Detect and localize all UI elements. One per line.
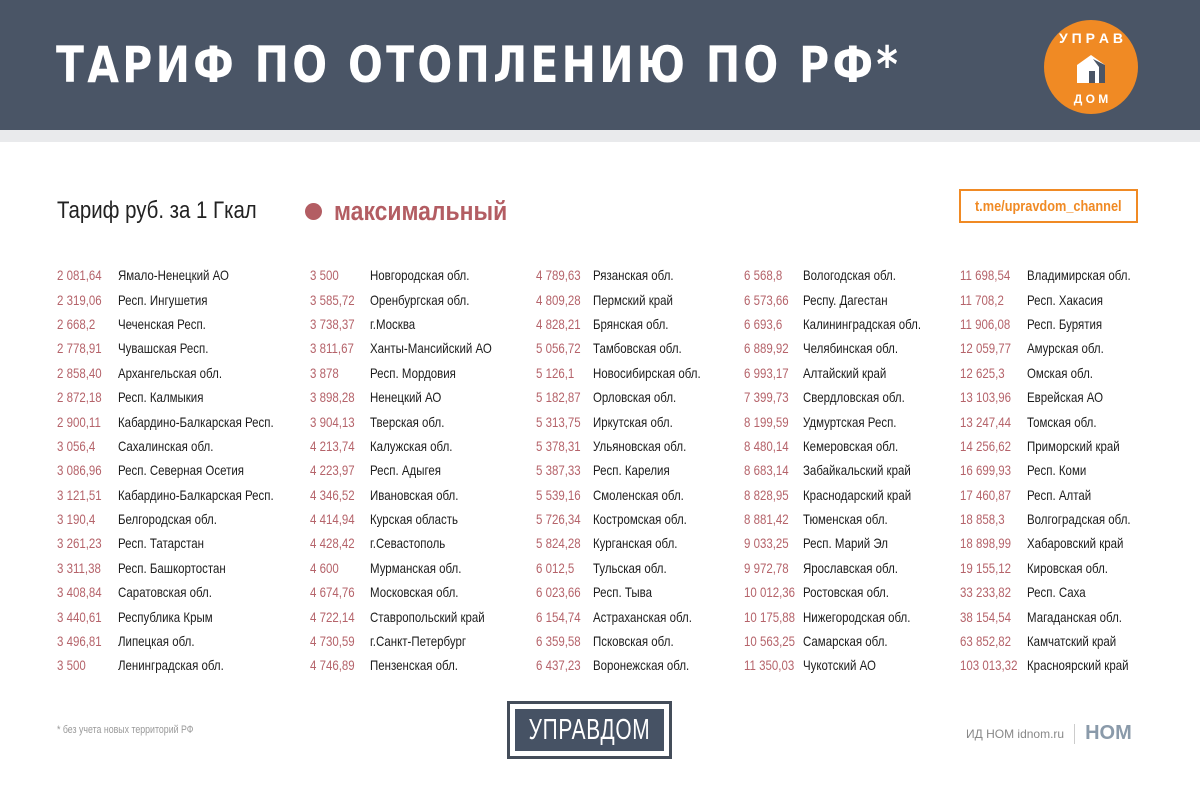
- tariff-row: [744, 483, 912, 507]
- tariff-row: [57, 507, 217, 531]
- region-name: Респ. Северная Осетия: [118, 462, 244, 479]
- tariff-value: 2 872,18: [57, 389, 102, 406]
- tariff-row: [960, 263, 1131, 287]
- tariff-row: [536, 336, 682, 360]
- tariff-value: 11 708,2: [960, 291, 1004, 308]
- tariff-row: [960, 409, 1097, 433]
- tariff-value: 3 878: [310, 364, 339, 381]
- region-name: Респ. Татарстан: [118, 535, 204, 552]
- tariff-value: 4 600: [310, 559, 339, 576]
- region-name: Ставропольский край: [370, 608, 485, 625]
- tariff-row: [744, 604, 911, 628]
- tariff-row: [536, 507, 687, 531]
- region-name: Курганская обл.: [593, 535, 678, 552]
- tariff-value: 4 789,63: [536, 267, 581, 284]
- tariff-row: [310, 385, 442, 409]
- tariff-value: 4 414,94: [310, 511, 355, 528]
- region-name: Иркутская обл.: [593, 413, 673, 430]
- tariff-row: [57, 604, 213, 628]
- region-name: Чеченская Респ.: [118, 315, 206, 332]
- region-name: Приморский край: [1027, 437, 1120, 454]
- region-name: Самарская обл.: [803, 633, 888, 650]
- region-name: Респ. Ингушетия: [118, 291, 208, 308]
- tariff-value: 11 350,03: [744, 657, 795, 674]
- region-name: Респ. Калмыкия: [118, 389, 204, 406]
- tariff-row: [744, 458, 911, 482]
- tariff-row: [744, 361, 887, 385]
- tariff-value: 6 154,74: [536, 608, 581, 625]
- tariff-value: 4 828,21: [536, 315, 581, 332]
- tariff-value: 3 738,37: [310, 315, 355, 332]
- region-name: Пензенская обл.: [370, 657, 458, 674]
- region-name: Ненецкий АО: [370, 389, 442, 406]
- region-name: Амурская обл.: [1027, 340, 1104, 357]
- region-name: Омская обл.: [1027, 364, 1093, 381]
- region-name: Костромская обл.: [593, 511, 687, 528]
- region-name: Астраханская обл.: [593, 608, 692, 625]
- tariff-value: 11 906,08: [960, 315, 1011, 332]
- tariff-row: [57, 556, 226, 580]
- region-name: Краснодарский край: [803, 486, 912, 503]
- tariff-value: 13 247,44: [960, 413, 1012, 430]
- region-name: Респ. Бурятия: [1027, 315, 1103, 332]
- brand-text: УПРАВДОМ: [528, 713, 651, 746]
- tariff-value: 11 698,54: [960, 267, 1011, 284]
- tariff-row: [310, 458, 442, 482]
- tariff-row: [310, 556, 462, 580]
- tariff-row: [960, 507, 1131, 531]
- tariff-row: [960, 312, 1103, 336]
- region-name: Курская область: [370, 511, 458, 528]
- tariff-value: 5 378,31: [536, 437, 581, 454]
- tariff-value: 5 726,34: [536, 511, 581, 528]
- tariff-row: [536, 385, 677, 409]
- region-name: Смоленская обл.: [593, 486, 684, 503]
- publisher-divider: [1074, 724, 1075, 744]
- region-name: Владимирская обл.: [1027, 267, 1131, 284]
- tariff-row: [57, 336, 209, 360]
- region-name: Новосибирская обл.: [593, 364, 701, 381]
- region-name: Липецкая обл.: [118, 633, 195, 650]
- tariff-value: 5 313,75: [536, 413, 581, 430]
- region-name: Респ. Алтай: [1027, 486, 1092, 503]
- tariff-row: [310, 507, 458, 531]
- tariff-row: [960, 287, 1103, 311]
- tariff-row: [57, 287, 208, 311]
- tariff-row: [536, 287, 673, 311]
- tariff-value: 3 496,81: [57, 633, 102, 650]
- region-name: Респ. Хакасия: [1027, 291, 1103, 308]
- region-name: г.Москва: [370, 315, 416, 332]
- tariff-value: 63 852,82: [960, 633, 1012, 650]
- tariff-row: [57, 580, 212, 604]
- region-name: Волгоградская обл.: [1027, 511, 1131, 528]
- tariff-value: 3 190,4: [57, 511, 96, 528]
- region-name: Белгородская обл.: [118, 511, 217, 528]
- tariff-value: 3 261,23: [57, 535, 102, 552]
- tariff-value: 6 573,66: [744, 291, 789, 308]
- tariff-row: [57, 263, 229, 287]
- region-name: Московская обл.: [370, 584, 459, 601]
- tariff-value: 103 013,32: [960, 657, 1018, 674]
- tariff-row: [57, 483, 274, 507]
- tariff-value: 12 059,77: [960, 340, 1012, 357]
- tariff-row: [310, 483, 459, 507]
- tariff-value: 38 154,54: [960, 608, 1012, 625]
- tariff-value: 10 563,25: [744, 633, 796, 650]
- tariff-row: [960, 361, 1093, 385]
- region-name: Забайкальский край: [803, 462, 911, 479]
- region-name: Камчатский край: [1027, 633, 1117, 650]
- region-name: Респу. Дагестан: [803, 291, 888, 308]
- region-name: Новгородская обл.: [370, 267, 470, 284]
- tariff-value: 6 437,23: [536, 657, 581, 674]
- region-name: Магаданская обл.: [1027, 608, 1122, 625]
- region-name: Саратовская обл.: [118, 584, 212, 601]
- tariff-value: 3 898,28: [310, 389, 355, 406]
- tariff-value: 18 898,99: [960, 535, 1012, 552]
- tariff-value: 2 319,06: [57, 291, 102, 308]
- tariff-row: [57, 653, 224, 677]
- tariff-value: 3 904,13: [310, 413, 355, 430]
- legend-label: максимальный: [334, 196, 508, 226]
- tariff-value: 3 086,96: [57, 462, 102, 479]
- tariff-row: [57, 312, 206, 336]
- tariff-column: [744, 263, 922, 678]
- region-name: Сахалинская обл.: [118, 437, 214, 454]
- region-name: Псковская обл.: [593, 633, 674, 650]
- tariff-value: 3 500: [310, 267, 339, 284]
- tariff-value: 14 256,62: [960, 437, 1012, 454]
- tariff-row: [744, 287, 888, 311]
- tariff-row: [536, 434, 687, 458]
- tariff-row: [960, 580, 1086, 604]
- region-name: Вологодская обл.: [803, 267, 896, 284]
- tariff-row: [960, 629, 1117, 653]
- tariff-row: [57, 531, 204, 555]
- tariff-row: [960, 483, 1092, 507]
- region-name: Кабардино-Балкарская Респ.: [118, 413, 274, 430]
- tariff-value: 3 500: [57, 657, 86, 674]
- tariff-value: 3 056,4: [57, 437, 96, 454]
- tariff-value: 4 746,89: [310, 657, 355, 674]
- region-name: Ульяновская обл.: [593, 437, 687, 454]
- tariff-value: 10 175,88: [744, 608, 796, 625]
- tariff-column: [960, 263, 1131, 678]
- region-name: г.Санкт-Петербург: [370, 633, 467, 650]
- region-name: Красноярский край: [1027, 657, 1129, 674]
- publisher-text: ИД НОМ idnom.ru: [966, 726, 1065, 741]
- region-name: Воронежская обл.: [593, 657, 690, 674]
- tariff-row: [536, 653, 690, 677]
- region-name: Республика Крым: [118, 608, 213, 625]
- tariff-value: 9 033,25: [744, 535, 789, 552]
- upravdom-logo: [1043, 19, 1139, 115]
- tariff-column: [310, 263, 492, 678]
- region-name: Ростовская обл.: [803, 584, 889, 601]
- tariff-row: [310, 531, 446, 555]
- tariff-value: 5 387,33: [536, 462, 581, 479]
- region-name: Респ. Тыва: [593, 584, 652, 601]
- tariff-row: [57, 361, 223, 385]
- tariff-value: 3 440,61: [57, 608, 102, 625]
- nom-logo: НОМ: [1085, 722, 1132, 744]
- tariff-row: [310, 409, 445, 433]
- tariff-row: [960, 385, 1104, 409]
- tariff-row: [310, 653, 458, 677]
- tariff-row: [744, 531, 888, 555]
- region-name: Респ. Адыгея: [370, 462, 442, 479]
- publisher: [966, 722, 1132, 745]
- region-name: Респ. Мордовия: [370, 364, 456, 381]
- region-name: Хабаровский край: [1027, 535, 1124, 552]
- tariff-value: 6 012,5: [536, 559, 575, 576]
- region-name: Респ. Башкортостан: [118, 559, 226, 576]
- region-name: Калужская обл.: [370, 437, 453, 454]
- tariff-value: 5 824,28: [536, 535, 581, 552]
- tariff-value: 4 346,52: [310, 486, 355, 503]
- tariff-value: 33 233,82: [960, 584, 1012, 601]
- tariff-value: 8 828,95: [744, 486, 789, 503]
- tariff-row: [744, 580, 889, 604]
- tariff-row: [536, 263, 674, 287]
- region-name: Свердловская обл.: [803, 389, 905, 406]
- tariff-row: [536, 531, 678, 555]
- region-name: Оренбургская обл.: [370, 291, 470, 308]
- tariff-value: 6 889,92: [744, 340, 789, 357]
- tariff-value: 7 399,73: [744, 389, 789, 406]
- tariff-value: 4 722,14: [310, 608, 355, 625]
- region-name: Алтайский край: [803, 364, 887, 381]
- region-name: Еврейская АО: [1027, 389, 1104, 406]
- tariff-row: [744, 385, 905, 409]
- tariff-row: [536, 361, 701, 385]
- tariff-value: 2 900,11: [57, 413, 101, 430]
- footnote: * без учета новых территорий РФ: [57, 724, 194, 736]
- tariff-value: 6 568,8: [744, 267, 783, 284]
- region-name: Нижегородская обл.: [803, 608, 911, 625]
- region-name: Тюменская обл.: [803, 511, 888, 528]
- region-name: Ханты-Мансийский АО: [370, 340, 492, 357]
- tariff-value: 19 155,12: [960, 559, 1012, 576]
- tariff-value: 6 993,17: [744, 364, 789, 381]
- tariff-value: 3 311,38: [57, 559, 101, 576]
- tariff-row: [536, 629, 674, 653]
- tariff-row: [310, 312, 416, 336]
- tariff-row: [744, 653, 876, 677]
- tariff-value: 2 778,91: [57, 340, 102, 357]
- channel-link-text[interactable]: t.me/upravdom_channel: [975, 197, 1122, 215]
- svg-text:У П Р А В: У П Р А В: [1059, 30, 1123, 46]
- tariff-value: 4 809,28: [536, 291, 581, 308]
- region-name: Челябинская обл.: [803, 340, 899, 357]
- tariff-row: [536, 483, 684, 507]
- tariff-value: 4 223,97: [310, 462, 355, 479]
- tariff-value: 18 858,3: [960, 511, 1005, 528]
- header-divider: [0, 130, 1200, 142]
- tariff-row: [536, 604, 692, 628]
- legend: [305, 196, 538, 227]
- subtitle: Тариф руб. за 1 Гкал: [57, 197, 257, 224]
- tariff-row: [536, 458, 670, 482]
- tariff-value: 6 023,66: [536, 584, 581, 601]
- tariff-value: 17 460,87: [960, 486, 1012, 503]
- region-name: Кировская обл.: [1027, 559, 1108, 576]
- tariff-value: 8 480,14: [744, 437, 789, 454]
- tariff-row: [744, 556, 898, 580]
- region-name: Респ. Коми: [1027, 462, 1087, 479]
- svg-text:Д О М: Д О М: [1073, 92, 1109, 106]
- region-name: Тамбовская обл.: [593, 340, 682, 357]
- tariff-row: [960, 531, 1124, 555]
- region-name: Респ. Марий Эл: [803, 535, 888, 552]
- tariff-value: 3 121,51: [57, 486, 102, 503]
- tariff-value: 10 012,36: [744, 584, 796, 601]
- region-name: Брянская обл.: [593, 315, 669, 332]
- tariff-value: 3 585,72: [310, 291, 355, 308]
- region-name: Калининградская обл.: [803, 315, 922, 332]
- tariff-value: 6 359,58: [536, 633, 581, 650]
- tariff-row: [310, 629, 467, 653]
- region-name: Удмуртская Респ.: [803, 413, 897, 430]
- tariff-value: 2 081,64: [57, 267, 102, 284]
- tariff-row: [744, 507, 888, 531]
- tariff-value: 8 881,42: [744, 511, 789, 528]
- region-name: Орловская обл.: [593, 389, 677, 406]
- region-name: Мурманская обл.: [370, 559, 462, 576]
- region-name: Рязанская обл.: [593, 267, 674, 284]
- region-name: Чувашская Респ.: [118, 340, 209, 357]
- tariff-row: [960, 336, 1104, 360]
- tariff-row: [310, 434, 453, 458]
- tariff-value: 4 730,59: [310, 633, 355, 650]
- region-name: Пермский край: [593, 291, 673, 308]
- channel-link[interactable]: [959, 189, 1138, 223]
- tariff-value: 6 693,6: [744, 315, 783, 332]
- tariff-row: [310, 604, 485, 628]
- region-name: Ямало-Ненецкий АО: [118, 267, 229, 284]
- region-name: Архангельская обл.: [118, 364, 223, 381]
- tariff-row: [536, 312, 669, 336]
- tariff-row: [310, 336, 492, 360]
- page-title: ТАРИФ ПО ОТОПЛЕНИЮ ПО РФ*: [56, 36, 902, 94]
- region-name: Чукотский АО: [803, 657, 876, 674]
- region-name: Тульская обл.: [593, 559, 667, 576]
- legend-dot: [305, 203, 322, 220]
- region-name: г.Севастополь: [370, 535, 446, 552]
- tariff-value: 5 182,87: [536, 389, 581, 406]
- tariff-value: 12 625,3: [960, 364, 1005, 381]
- header-banner: [0, 0, 1200, 130]
- tariff-value: 8 199,59: [744, 413, 789, 430]
- tariff-row: [960, 458, 1087, 482]
- tariff-value: 5 056,72: [536, 340, 581, 357]
- tariff-value: 5 539,16: [536, 486, 581, 503]
- tariff-row: [744, 312, 922, 336]
- tariff-row: [57, 434, 214, 458]
- tariff-value: 3 408,84: [57, 584, 102, 601]
- tariff-row: [536, 580, 652, 604]
- tariff-row: [744, 336, 899, 360]
- tariff-row: [960, 434, 1120, 458]
- tariff-value: 16 699,93: [960, 462, 1012, 479]
- tariff-row: [536, 409, 673, 433]
- region-name: Ивановская обл.: [370, 486, 459, 503]
- region-name: Кабардино-Балкарская Респ.: [118, 486, 274, 503]
- tariff-row: [310, 361, 456, 385]
- tariff-row: [744, 434, 899, 458]
- tariff-row: [744, 409, 897, 433]
- tariff-row: [960, 556, 1108, 580]
- region-name: Томская обл.: [1027, 413, 1097, 430]
- tariff-value: 2 668,2: [57, 315, 96, 332]
- tariff-row: [744, 629, 888, 653]
- region-name: Ярославская обл.: [803, 559, 898, 576]
- tariff-value: 4 428,42: [310, 535, 355, 552]
- region-name: Респ. Саха: [1027, 584, 1086, 601]
- region-name: Ленинградская обл.: [118, 657, 224, 674]
- tariff-row: [57, 409, 274, 433]
- tariff-row: [960, 653, 1129, 677]
- tariff-row: [310, 580, 459, 604]
- tariff-value: 8 683,14: [744, 462, 789, 479]
- tariff-row: [744, 263, 896, 287]
- tariff-row: [536, 556, 667, 580]
- region-name: Кемеровская обл.: [803, 437, 899, 454]
- tariff-value: 2 858,40: [57, 364, 102, 381]
- tariff-value: 4 674,76: [310, 584, 355, 601]
- tariff-value: 9 972,78: [744, 559, 789, 576]
- brand-logo: [507, 701, 672, 759]
- tariff-row: [960, 604, 1122, 628]
- region-name: Тверская обл.: [370, 413, 445, 430]
- tariff-column: [57, 263, 274, 678]
- tariff-row: [310, 263, 470, 287]
- tariff-value: 13 103,96: [960, 389, 1012, 406]
- tariff-row: [57, 629, 195, 653]
- tariff-row: [310, 287, 470, 311]
- region-name: Респ. Карелия: [593, 462, 670, 479]
- tariff-row: [57, 385, 204, 409]
- tariff-value: 5 126,1: [536, 364, 575, 381]
- tariff-column: [536, 263, 701, 678]
- tariff-value: 3 811,67: [310, 340, 354, 357]
- tariff-row: [57, 458, 244, 482]
- tariff-value: 4 213,74: [310, 437, 355, 454]
